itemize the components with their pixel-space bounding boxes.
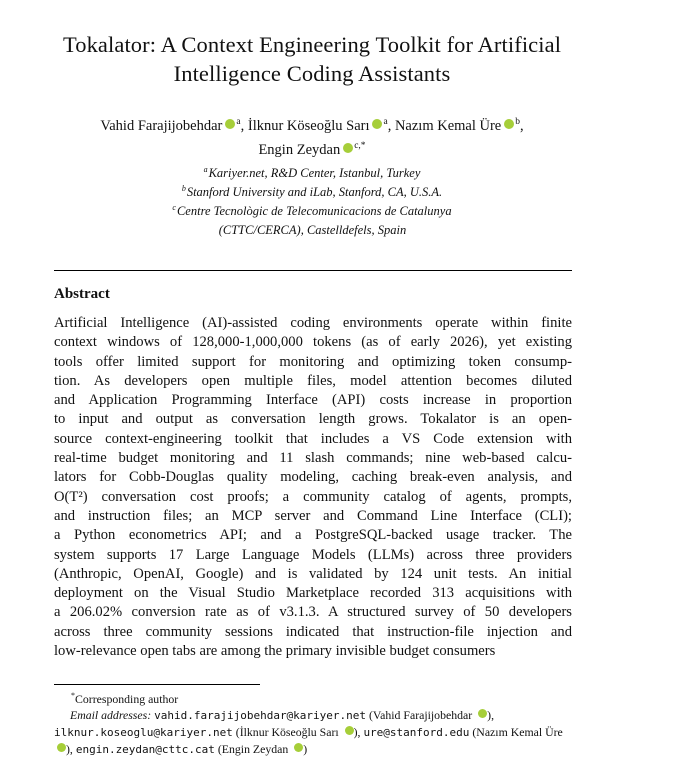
author-affil-sup: a: [236, 117, 241, 127]
affiliation: $^c$Centre Tecnològic de Telecomunicacions de Catalunya: [172, 203, 452, 218]
author-line-2: [54, 136, 570, 160]
orcid-icon[interactable]: [372, 119, 382, 129]
affiliations: [54, 162, 570, 238]
orcid-icon[interactable]: [294, 743, 303, 752]
author-list: [54, 112, 570, 160]
corresponding-author-note: *Corresponding author: [71, 691, 179, 706]
author-separator: ,: [520, 118, 524, 134]
author-affil-sup: b: [515, 117, 520, 127]
abstract-line: a 206.02% conversion rate as of v3.1.3. A structured survey of 50 developers: [54, 604, 572, 621]
paper-title: [54, 30, 570, 88]
abstract-line: across three community sessions indicated that instruction-file injection and: [54, 623, 572, 640]
abstract-heading: Abstract: [54, 286, 110, 302]
email-addresses-cont: ilknur.koseoglu@kariyer.net (İlknur Köseoğlu Sarı ), ure@stanford.edu (Nazım Kemal Üre: [54, 725, 563, 739]
email-addresses-cont: ), engin.zeydan@cttc.cat (Engin Zeydan ): [54, 741, 574, 758]
footnote-divider: [54, 684, 260, 685]
author-separator: ,: [387, 118, 395, 134]
author-name: İlknur Köseoğlu Sarı: [247, 118, 370, 134]
author-affil-sup: c,*: [354, 141, 366, 151]
abstract-body: [54, 314, 572, 661]
author-affil-sup: a: [383, 117, 388, 127]
affiliation: (CTTC/CERCA), Castelldefels, Spain: [218, 223, 407, 237]
orcid-icon[interactable]: [345, 726, 354, 735]
abstract-line: a Python econometrics API; and a PostgreSQL-backed usage tracker. The: [54, 527, 572, 544]
email-link[interactable]: vahid.farajijobehdar@kariyer.net: [154, 709, 367, 722]
abstract-line: real-time budget monitoring and 11 slash commands; nine web-based calcu-: [54, 450, 572, 467]
orcid-icon[interactable]: [504, 119, 514, 129]
abstract-line: and instruction files; an MCP server and Command Line Interface (CLI);: [54, 507, 572, 524]
title-line-2: Intelligence Coding Assistants: [173, 61, 451, 86]
abstract-line: system supports 17 Large Language Models (LLMs) across three providers: [54, 546, 572, 563]
abstract-line: O(T²) conversation cost proofs; a community catalog of agents, prompts,: [54, 488, 572, 505]
email-addresses: Email addresses: vahid.farajijobehdar@kariyer.net (Vahid Farajijobehdar ),: [70, 708, 495, 722]
abstract-line: tools offer limited support for monitoring and optimizing token consump-: [54, 353, 572, 370]
email-link[interactable]: engin.zeydan@cttc.cat: [75, 743, 215, 756]
orcid-icon[interactable]: [225, 119, 235, 129]
abstract-line: to input and output as conversation length grows. Tokalator is an open-: [54, 411, 572, 428]
abstract-line: (Anthropic, OpenAI, Google) and is validated by 124 unit tests. An initial: [54, 565, 572, 582]
abstract-line: tion. As developers open multiple files, model attention becomes diluted: [54, 372, 572, 389]
abstract-line: and Application Programming Interface (API) costs increase in proportion: [54, 392, 572, 409]
affiliation: $^a$Kariyer.net, R&D Center, Istanbul, Turkey: [203, 165, 421, 180]
affiliation: $^b$Stanford University and iLab, Stanford, CA, U.S.A.: [181, 184, 443, 199]
abstract-line: context windows of 128,000-1,000,000 tokens (as of early 2026), yet existing: [54, 334, 572, 351]
author-name: Nazım Kemal Üre: [394, 118, 502, 134]
abstract-line: low-relevance open tabs are among the primary invisible budget consumers: [54, 643, 496, 660]
title-line-1: Tokalator: A Context Engineering Toolkit for Artificial: [62, 32, 562, 57]
email-link[interactable]: ilknur.koseoglu@kariyer.net: [54, 726, 233, 739]
orcid-icon[interactable]: [57, 743, 66, 752]
footnote: [54, 688, 574, 758]
author-separator: ,: [240, 118, 248, 134]
abstract-line: source context-engineering toolkit that includes a VS Code extension with: [54, 430, 572, 447]
abstract-line: Artificial Intelligence (AI)-assisted coding environments operate within finite: [54, 315, 572, 331]
abstract-line: lators for Cobb-Douglas quality modeling, caching break-even analysis, and: [54, 469, 572, 486]
header-divider: [54, 270, 572, 271]
orcid-icon[interactable]: [343, 143, 353, 153]
author-line-1: [54, 112, 570, 136]
abstract-line: deployment on the Visual Studio Marketplace recorded 313 acquisitions with: [54, 585, 572, 602]
author-name: Engin Zeydan: [258, 142, 341, 158]
email-link[interactable]: ure@stanford.edu: [363, 726, 470, 739]
author-name: Vahid Farajijobehdar: [100, 118, 223, 134]
orcid-icon[interactable]: [478, 709, 487, 718]
